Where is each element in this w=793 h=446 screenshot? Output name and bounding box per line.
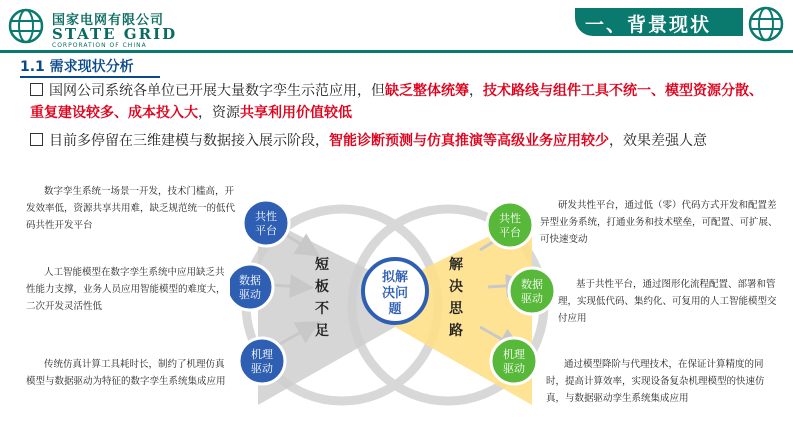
right-desc-mechanism: 通过模型降阶与代理技术，在保证计算精度的同时，提高计算效率，实现设备复杂机理模型的快速仿真，与数据驱动孪生系统集成应用 bbox=[546, 359, 765, 404]
right-node-data-label-1: 数据 bbox=[521, 278, 543, 291]
left-desc-platform: 数字孪生系统一场景一开发，技术门槛高，开发效率低，资源共享共用难，缺乏规范统一的低代码共性开发平台 bbox=[26, 186, 236, 231]
center-label-2: 决问 bbox=[381, 286, 409, 301]
right-vlabel-1: 解 bbox=[449, 257, 463, 273]
right-node-platform-label-2: 平台 bbox=[499, 226, 521, 239]
left-node-mechanism-label-1: 机理 bbox=[251, 348, 273, 361]
right-node-data-label-2: 驱动 bbox=[521, 292, 543, 305]
b1-highlight-1: 缺乏整体统筹 bbox=[385, 83, 469, 99]
center-label-1: 拟解 bbox=[381, 270, 409, 285]
right-node-mechanism-label-1: 机理 bbox=[503, 348, 525, 361]
left-vlabel-1: 短 bbox=[315, 257, 329, 273]
left-vlabel-2: 板 bbox=[315, 279, 329, 295]
state-grid-logo-icon-right bbox=[748, 6, 784, 42]
b2-text-2: ，效果差强人意 bbox=[609, 133, 707, 149]
b2-highlight-1: 智能诊断预测与仿真推演等高级业务应用较少 bbox=[329, 133, 609, 149]
b1-text-1: 国网公司系统各单位已开展大量数字孪生示范应用，但 bbox=[49, 83, 385, 99]
right-node-mechanism-label-2: 驱动 bbox=[503, 362, 525, 375]
left-vlabel-4: 足 bbox=[315, 323, 329, 339]
left-desc-data: 人工智能模型在数字孪生系统中应用缺乏共性能力支撑，业务人员应用智能模型的难度大，二次开发灵活性低 bbox=[26, 267, 226, 312]
logo-company-name-cn: 国家电网有限公司 bbox=[52, 13, 165, 28]
checkbox-bullet-icon bbox=[30, 133, 43, 146]
header-divider bbox=[0, 50, 793, 53]
section-underline bbox=[20, 76, 160, 78]
right-node-mechanism bbox=[491, 338, 537, 384]
arrow-left-2 bbox=[272, 285, 302, 287]
b1-highlight-2: 技术路线与组件工具不统一、模型资源分散、重复建设较多、成本投入大 bbox=[30, 83, 763, 121]
left-vlabel-3: 不 bbox=[315, 301, 329, 317]
left-node-platform bbox=[243, 200, 289, 246]
left-desc-mechanism: 传统仿真计算工具耗时长，制约了机理仿真模型与数据驱动为特征的数字孪生系统集成应用 bbox=[26, 359, 226, 387]
right-vlabel-3: 思 bbox=[449, 301, 463, 317]
b1-highlight-3: 共享利用价值较低 bbox=[240, 105, 352, 121]
b2-text-1: 目前多停留在三维建模与数据接入展示阶段， bbox=[49, 133, 329, 149]
logo-company-subtitle: CORPORATION OF CHINA bbox=[52, 42, 147, 49]
bullet-point-2 bbox=[30, 130, 775, 152]
left-node-mechanism bbox=[239, 338, 285, 384]
left-node-data-label-2: 驱动 bbox=[239, 288, 261, 301]
logo-company-name-en: STATE GRID bbox=[52, 25, 178, 43]
right-node-platform-label-1: 共性 bbox=[499, 212, 521, 225]
page-title: 一、背景现状 bbox=[585, 14, 712, 36]
left-node-data-label-1: 数据 bbox=[239, 274, 261, 287]
center-label-3: 题 bbox=[388, 302, 402, 317]
right-vlabel-4: 路 bbox=[449, 323, 463, 339]
left-node-platform-label-1: 共性 bbox=[255, 210, 277, 223]
right-desc-data: 基于共性平台，通过图形化流程配置、部署和管理，实现低代码、集约化、可复用的人工智能模型交付应用 bbox=[558, 279, 777, 324]
left-node-platform-label-2: 平台 bbox=[255, 224, 277, 237]
checkbox-bullet-icon bbox=[30, 83, 43, 96]
problem-solution-diagram bbox=[230, 195, 560, 446]
right-vlabel-2: 决 bbox=[449, 279, 463, 295]
b1-text-2: ， bbox=[469, 83, 483, 99]
bullet-point-1 bbox=[30, 80, 775, 124]
section-title: 1.1 需求现状分析 bbox=[20, 59, 134, 75]
right-desc-platform: 研发共性平台，通过低（零）代码方式开发和配置差异型业务系统，打通业务和技术壁垒，可配置、可扩展、可快速变动 bbox=[540, 200, 778, 245]
b1-text-3: ，资源 bbox=[198, 105, 240, 121]
right-node-data bbox=[509, 268, 555, 314]
left-node-mechanism-label-2: 驱动 bbox=[251, 362, 273, 375]
right-node-platform bbox=[487, 202, 533, 248]
state-grid-logo-icon bbox=[8, 8, 44, 44]
left-node-data bbox=[230, 264, 273, 310]
